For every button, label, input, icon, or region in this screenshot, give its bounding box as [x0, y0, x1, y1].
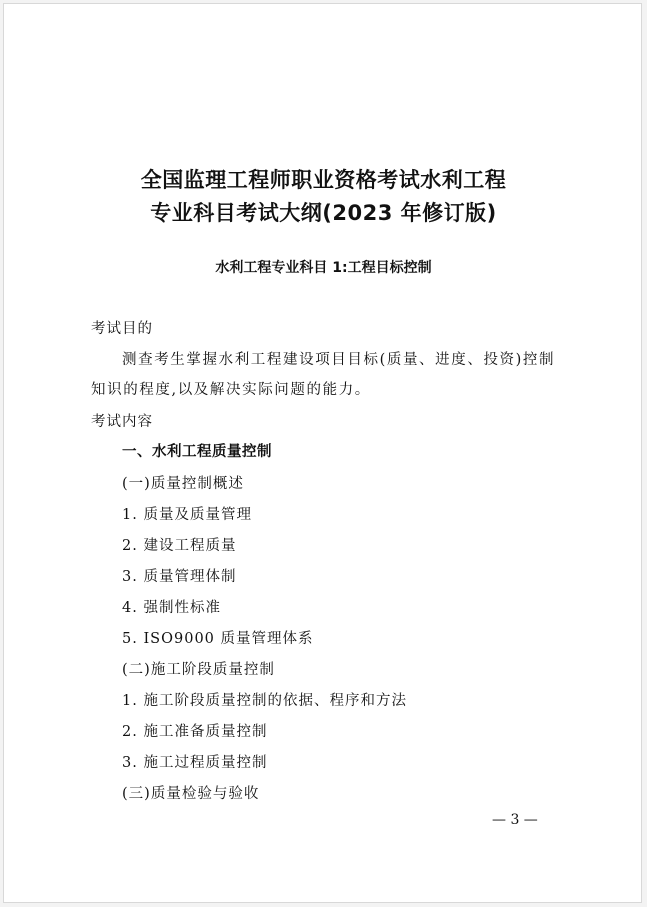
list-item: 3. 质量管理体制: [122, 569, 237, 585]
subsection-heading-1: (一)质量控制概述: [122, 476, 244, 492]
section-heading-content: 考试内容: [91, 414, 153, 430]
subsection-heading-2: (二)施工阶段质量控制: [122, 662, 275, 678]
list-item: 2. 建设工程质量: [122, 538, 237, 554]
purpose-text-line-1: 测查考生掌握水利工程建设项目目标(质量、进度、投资)控制: [122, 352, 556, 368]
document-page: [3, 3, 642, 903]
chapter-heading-quality-control: 一、水利工程质量控制: [122, 444, 272, 460]
list-item: 1. 施工阶段质量控制的依据、程序和方法: [122, 693, 407, 709]
page-number: — 3 —: [492, 812, 538, 828]
list-item: 5. ISO9000 质量管理体系: [122, 631, 314, 647]
list-item: 1. 质量及质量管理: [122, 507, 252, 523]
list-item: 3. 施工过程质量控制: [122, 755, 268, 771]
document-subtitle: 水利工程专业科目 1:工程目标控制: [215, 260, 432, 276]
purpose-text-line-2: 知识的程度,以及解决实际问题的能力。: [91, 382, 371, 398]
document-title-line-1: 全国监理工程师职业资格考试水利工程: [140, 168, 507, 192]
document-title-line-2: 专业科目考试大纲(2023 年修订版): [150, 201, 497, 225]
list-item: 2. 施工准备质量控制: [122, 724, 268, 740]
subsection-heading-3: (三)质量检验与验收: [122, 786, 260, 802]
list-item: 4. 强制性标准: [122, 600, 221, 616]
section-heading-purpose: 考试目的: [91, 321, 153, 337]
